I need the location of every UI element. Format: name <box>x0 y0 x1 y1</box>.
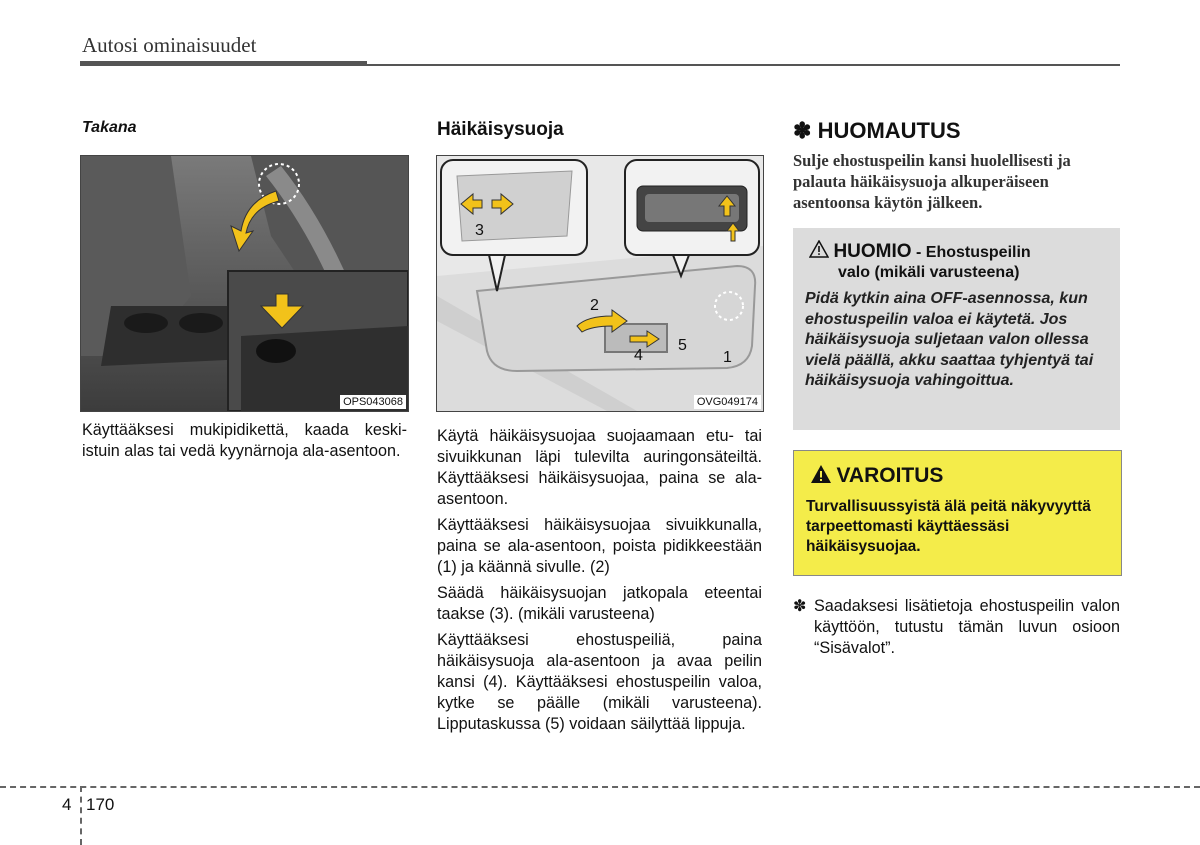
image-code-middle: OVG049174 <box>694 395 761 409</box>
middle-paragraph-2: Käyttääksesi häikäisysuojaa sivuikkunalla, paina se ala-asentoon, poista pidikkeestään (1) ja käännä sivulle. (2) <box>437 516 762 576</box>
footnote-text: Saadaksesi lisätietoja ehostuspeilin valon käyttöön, tutustu tämän luvun osioon “Sisävalot”. <box>814 597 1120 657</box>
caution-triangle-icon <box>809 240 829 258</box>
chapter-number: 4 <box>62 795 72 814</box>
caution-body: Pidä kytkin aina OFF-asennossa, kun ehostuspeilin valoa ei käytetä. Jos häikäisysuoja suljetaan valon ollessa vielä päällä, akku saattaa tyhjentyä tai häikäisysuoja vahingoittua. <box>805 290 1094 389</box>
caution-title: HUOMIO <box>833 241 912 262</box>
sun-visor-illustration <box>437 156 763 411</box>
section-subtitle-takana: Takana <box>82 119 137 136</box>
callout-1: 1 <box>723 349 732 366</box>
caution-box <box>793 228 1120 430</box>
warning-title: VAROITUS <box>836 464 944 487</box>
footnote-symbol-icon: ✽ <box>793 597 807 615</box>
notice-title: HUOMAUTUS <box>817 118 961 143</box>
caution-title-suffix: - Ehostuspeilin <box>916 244 1031 261</box>
callout-3: 3 <box>475 222 484 239</box>
callout-4: 4 <box>634 347 643 364</box>
warning-heading <box>810 464 943 488</box>
footer-dashed-rule <box>0 786 1200 788</box>
image-code-left: OPS043068 <box>340 395 406 409</box>
caution-subtitle: valo (mikäli varusteena) <box>838 264 1020 281</box>
section-title-haikaisysuoja: Häikäisysuoja <box>437 119 564 140</box>
footer-dashed-divider <box>80 786 82 845</box>
left-paragraph: Käyttääksesi mukipidikettä, kaada keski-istuin alas tai vedä kyynärnoja ala-asentoon. <box>82 421 407 460</box>
middle-paragraph-3: Säädä häikäisysuojan jatkopala eteentai taakse (3). (mikäli varusteena) <box>437 584 762 623</box>
caution-heading <box>809 240 1031 263</box>
rear-cupholder-photo <box>80 155 409 412</box>
page-number: 170 <box>86 795 115 814</box>
middle-paragraph-4: Käyttääksesi ehostuspeiliä, paina häikäisysuoja ala-asentoon ja avaa peilin kansi (4). Käyttääksesi ehostuspeilin valoa, kytke se päälle (mikäli varusteena). Lipputaskussa (5) voidaan säilyttää lippuja. <box>437 631 762 733</box>
rear-seat-illustration <box>81 156 408 411</box>
footnote <box>793 596 1120 659</box>
callout-2: 2 <box>590 297 599 314</box>
callout-5: 5 <box>678 337 687 354</box>
sun-visor-diagram <box>436 155 764 412</box>
warning-box <box>793 450 1122 576</box>
middle-body-text <box>437 426 762 740</box>
notice-body: Sulje ehostuspeilin kansi huolellisesti ja palauta häikäisysuoja alkuperäiseen asentoonsa käytön jälkeen. <box>793 151 1071 212</box>
notice-heading <box>793 118 961 144</box>
left-body-text <box>82 420 407 467</box>
warning-body: Turvallisuussyistä älä peitä näkyvyyttä tarpeettomasti käyttäessäsi häikäisysuojaa. <box>806 498 1091 555</box>
middle-paragraph-1: Käytä häikäisysuojaa suojaamaan etu- tai sivuikkunan läpi tulevilta auringonsäteiltä. Käyttääksesi häikäisysuojaa, paina se ala-asentoon. <box>437 427 762 508</box>
header-rule-thick <box>80 61 367 66</box>
warning-triangle-icon <box>810 464 832 484</box>
notice-symbol-icon: ✽ <box>793 118 812 143</box>
page-header-title: Autosi ominaisuudet <box>82 33 257 57</box>
header-rule-thin <box>367 64 1120 66</box>
